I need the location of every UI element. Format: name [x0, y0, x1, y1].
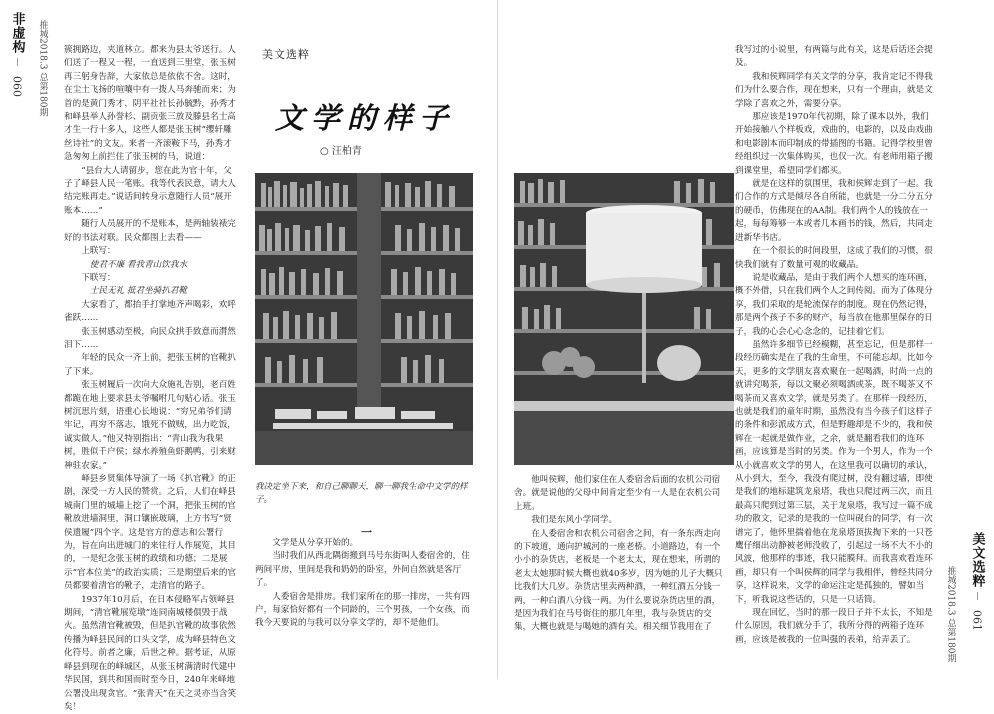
paragraph: 文学是从分享开始的。	[272, 538, 359, 548]
paragraph: 就是在这样的氛围里，我和侯辉走到了一起。我们合作的方式是倾尽各自所能，也就是一分二分五分的硬币，仿佛现在的AA制。我们两个人的钱放在一起，每每筹够一本或者几本画书的钱，然后，共同走进新华书店。	[735, 179, 933, 243]
paragraph: “县台大人请留步，您在此为官十年，父子了峄县人民一笔账。我等代表民意，请大人结完账再走。”说话间转身示意随行人员“展开账本……”	[64, 165, 236, 216]
article-title: 文学的样子	[275, 101, 456, 135]
left-page-margin	[4, 12, 30, 97]
paragraph: 我们是东风小学同学。	[531, 515, 618, 526]
margin-rule	[17, 58, 18, 66]
paragraph: 下联写：	[81, 272, 116, 283]
paragraph: 大家看了，都抬手打掌地齐声喝彩，欢呼雀跃……	[64, 299, 236, 324]
bookshelf-photo-right	[514, 173, 734, 465]
paragraph: 随行人员展开的不是账本，是两轴装裱完好的书法对联。民众都围上去看——	[64, 219, 236, 243]
paragraph: 张玉树感动至极，向民众拱手致意而潸然泪下……	[64, 326, 236, 350]
right-text-column	[735, 44, 933, 656]
right-page-margin	[964, 532, 990, 631]
photo-caption: 我决定坐下来，和自己聊聊天，聊一聊我生命中文学的样子。	[255, 482, 468, 505]
right-issue-info-strip	[938, 560, 964, 663]
paragraph: 年轻的民众一齐上前，把张玉树的官靴扒了下来。	[64, 353, 236, 377]
paragraph: 那应该是1970年代初期，除了课本以外，我们开始接触八个样板戏，戏曲的，电影的，以及由戏曲和电影剧本而印制成的带插图的书籍。记得学校里曾经组织过一次集体购买，也仅一次。有老师用箱子搬到课堂里，希望同学们都买。	[735, 112, 933, 176]
paragraph: 我写过的小说里，有两篇与此有关，这是后话还会提及。	[735, 45, 933, 69]
article-author: ○ 汪柏青	[320, 146, 362, 157]
lower-center-text-column	[514, 474, 724, 656]
paragraph: 在人委宿舍和农机公司宿舍之间，有一条东西走向的下坡道，通向护城河的一座老桥。小道路边，有一个小小的杂货店，老板是一个老太太，现在想来，所谓的老太太她那时候大概也就40多岁，因为她的儿子大概只比我们大几岁。杂货店里卖两种酒，一种红酒五分钱一两，一种白酒八分钱一两。为什么要说杂货店里的酒，是因为我们在马号街住的那几年里，我与杂货店的交集，大概也就是与喝她的酒有关。相关细节我用在了	[514, 528, 723, 633]
left-issue-info-strip	[30, 14, 56, 117]
bookshelf-illustration-left	[255, 173, 473, 465]
paragraph: 虽然许多细节已经模糊，甚至忘记，但是那样一段经历确实是在了我的生命里，不可能忘却。比如今天，更多的文学朋友喜欢聚在一起喝酒，时尚一点的就讲究喝茶，每以文聚必须喝酒或茶，既不喝茶又不喝茶而又喜欢文学，就是另类了。在那样一段经历，也就是我们的童年时期，虽然没有当今孩子们这样子的条件和彭派成方式，但是野趣却是不少的，我和侯辉在一起就是做作业，之余，就是翻看我们的连环画，应该算是当时的另类。作为一个男人，作为一个从小就喜欢文学的男人，在这里我可以确切的承认，从小到大，至今，我没有爬过树，没有翻过墙，即使是我们的地标建筑龙泉塔，我也只爬过两三次，而且最高只爬到过第三层，关于龙泉塔，我写过一篇不成功的散文，记录的是我的一位叫砚台的同学，有一次谱完了，他怀里揣着他在龙泉塔顶拔掏下来的一只苍鹰仔细出动静被老师没收了，引起过一场不大不小的风波，他那样的事迹，我只能膜拜。而我喜欢看连环画，却只有一个叫侯辉的同学与我相伴，曾经共同分享，这样说来，文学的命运注定是孤独的，譬如当下，听我说这些话的，只是一只话筒。	[735, 339, 933, 605]
right-page-number: 061	[970, 610, 984, 631]
left-page-number: 060	[10, 76, 24, 97]
center-gutter	[497, 0, 498, 679]
paragraph: 当时我们从西北隅街搬到马号东街叫人委宿舍的，住两间平房，里间是我和奶奶的卧室，外间自然就是客厅了。	[255, 551, 470, 589]
paragraph: 张玉树履后一次向大众施礼告别，老百姓都跪在地上要求县太爷嘱咐几句贴心话。张玉树沉思片刻，语重心长地说：“穷兄弟爷们请牢记，再穷不落志，饿死不做贼，出力吃饭，诚实做人。”他又特别指出：“青山我为我果树，胜似千户侯；绿水养殖鱼虾鹅鸭，引来财神驻农家。”	[64, 380, 236, 471]
paragraph: 峄县乡贤集体导演了一场《扒官靴》的正剧，深受一方人民的赞赏。之后，人们在峄县城南门里的城墙上挖了一个洞，把张玉树的官靴放进墙洞里，洞口镶嵌玻璃，上方书写“贤侯遗履”四个字。这是官方的意志和公署行为，旨在向出进城门的来往行人作展览，其目的，一是纪念张玉树的政绩和功德；二是展示“官本位美”的政治实质；三是期望后来的官员都要着清官的靴子，走清官的路子。	[64, 474, 237, 592]
paragraph: 他叫侯辉，他们家住在人委宿舍后面的农机公司宿舍。就是说他的父母中间肯定至少有一人是在农机公司上班。	[514, 475, 721, 512]
left-issue-info: 推城2018.3 总第180期	[37, 20, 48, 117]
section-number: 一	[361, 526, 372, 539]
paragraph: 簇拥路边，夹道林立。都来为县太爷送行。人们送了一程又一程，一直送到三里堂，张玉树再三躬身告辞，大家依总是依依不舍。这时，在尘土飞扬的喧嚷中有一拨人马奔驰而来；为首的是黄门秀才、阴平社社长孙毓黔，孙秀才和峄县举人孙誉杉、副贡张三放及滕县名士高才生一行十多人，这些人都是张玉树“缨轩雕丝诗社”的文友。来者一齐滚鞍下马，孙秀才急匆匆上前拦住了张玉树的马，说道：	[64, 45, 236, 163]
paragraph: 我和侯辉同学有关文学的分享，我肯定记不得我们为什么要合作，现在想来，只有一个理由，就是文学除了喜欢之外，需要分享。	[735, 71, 933, 109]
paragraph: 说是收藏品，是由于我们两个人想买的连环画，概不外借，只在我们两个人之间传阅。而为了体现分享，我们采取的是轮流保存的制度。现在仍然记得，那是两个孩子不多的财产，每当放在他那里保存的日子，我的心会心心念念的，记挂着它们。	[735, 272, 933, 337]
paragraph: 在一个很长的时间段里，这成了我们的习惯，很快我们就有了数量可观的收藏品。	[735, 246, 933, 270]
paragraph: 人委宿舍是排房。我们家所在的那一排房，一共有四户，每家恰好都有一个同龄的，三个男孩，一个女孩，而我今天要说的与我可以分享文学的，却不是他们。	[255, 591, 470, 629]
margin-rule	[977, 592, 978, 600]
lower-left-text-column	[255, 537, 473, 657]
left-section-name: 非虚构	[9, 12, 25, 54]
paragraph: 1937年10月后，在日本侵略军占领峄县期间，“清官靴展览墩”连同南城楼俱毁于战火。虽然清官靴被毁，但是扒官靴的故事依然传播为峄县民间的口头文学，成为峄县特色文化符号。前者之廉，后世之种。据考证，从原峄县到现在的峄城区，从张玉树满清时代建中华民国，到共和国而时至今日，240年来峄地公署没出现贪官。“张青天”在天之灵亦当含笑矣！	[64, 594, 237, 712]
paragraph: 使君不廉 看我青山饮我水	[89, 259, 188, 270]
paragraph: 士民无礼 抵君坐骑扒君靴	[89, 286, 188, 297]
paragraph: 现在回忆，当时的那一段日子并不太长，不知是什么原因，我们就分手了，我所分得的两箱子连环画，应该是被我的一位叫强的表弟，给弄丢了。	[735, 608, 933, 645]
right-issue-info: 推城2018.3 总第180期	[945, 566, 956, 663]
right-section-name: 美文选粹	[969, 532, 985, 588]
bookshelf-photo-left	[255, 173, 473, 465]
paragraph: 上联写：	[81, 246, 116, 257]
bookshelf-with-lamp-illustration	[514, 173, 734, 465]
section-label: 美文选粹	[262, 48, 310, 61]
left-text-column	[64, 44, 240, 712]
